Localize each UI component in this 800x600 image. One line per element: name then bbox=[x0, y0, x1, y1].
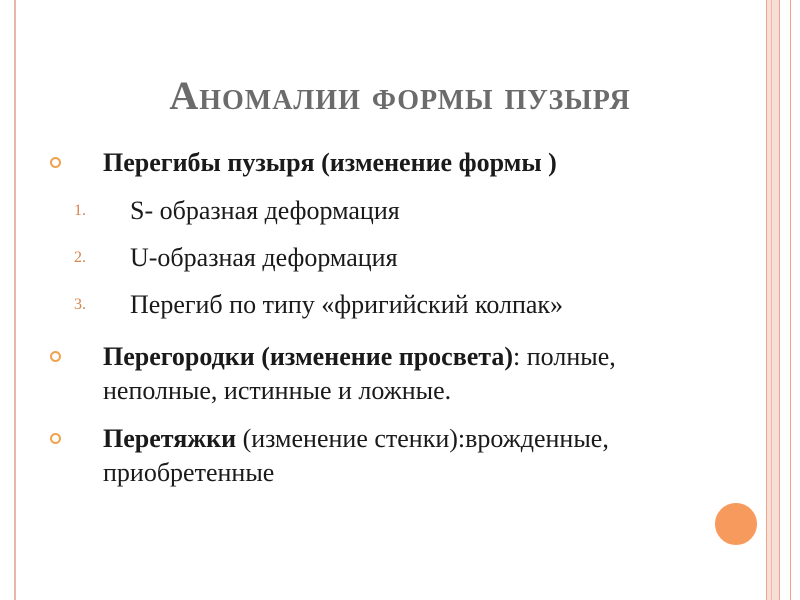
item-number: 2. bbox=[74, 249, 86, 266]
item-number: 3. bbox=[74, 296, 86, 313]
right-decorative-rule bbox=[790, 0, 791, 600]
circle-bullet-icon bbox=[50, 157, 61, 168]
numbered-item-text: S- образная деформация bbox=[130, 196, 400, 225]
numbered-item bbox=[44, 241, 624, 275]
bullet-text: (изменение стенки):врожденные, приобретенные bbox=[103, 424, 609, 487]
bullet-bold-text: Перетяжки bbox=[103, 424, 237, 453]
bullet-item bbox=[44, 340, 624, 408]
bullet-text: : полные, неполные, истинные и ложные. bbox=[103, 342, 616, 405]
slide-title: Аномалии формы пузыря bbox=[169, 73, 631, 118]
bullet-bold-text: Перегородки (изменение просвета) bbox=[103, 342, 514, 371]
numbered-item bbox=[44, 194, 624, 228]
bullet-bold-text: Перегибы пузыря (изменение формы ) bbox=[103, 148, 557, 177]
right-band-inner-line bbox=[771, 0, 772, 600]
bullet-item bbox=[44, 422, 624, 490]
right-decorative-band bbox=[766, 0, 780, 600]
slide-content bbox=[44, 146, 624, 504]
item-number: 1. bbox=[74, 202, 86, 219]
left-decorative-rule bbox=[14, 0, 16, 600]
bullet-item bbox=[44, 146, 624, 180]
numbered-item-text: Перегиб по типу «фригийский колпак» bbox=[130, 290, 564, 319]
circle-bullet-icon bbox=[50, 433, 61, 444]
circle-bullet-icon bbox=[50, 351, 61, 362]
numbered-item-text: U-образная деформация bbox=[130, 243, 398, 272]
numbered-item bbox=[44, 288, 624, 322]
orange-circle-decoration bbox=[712, 500, 760, 548]
